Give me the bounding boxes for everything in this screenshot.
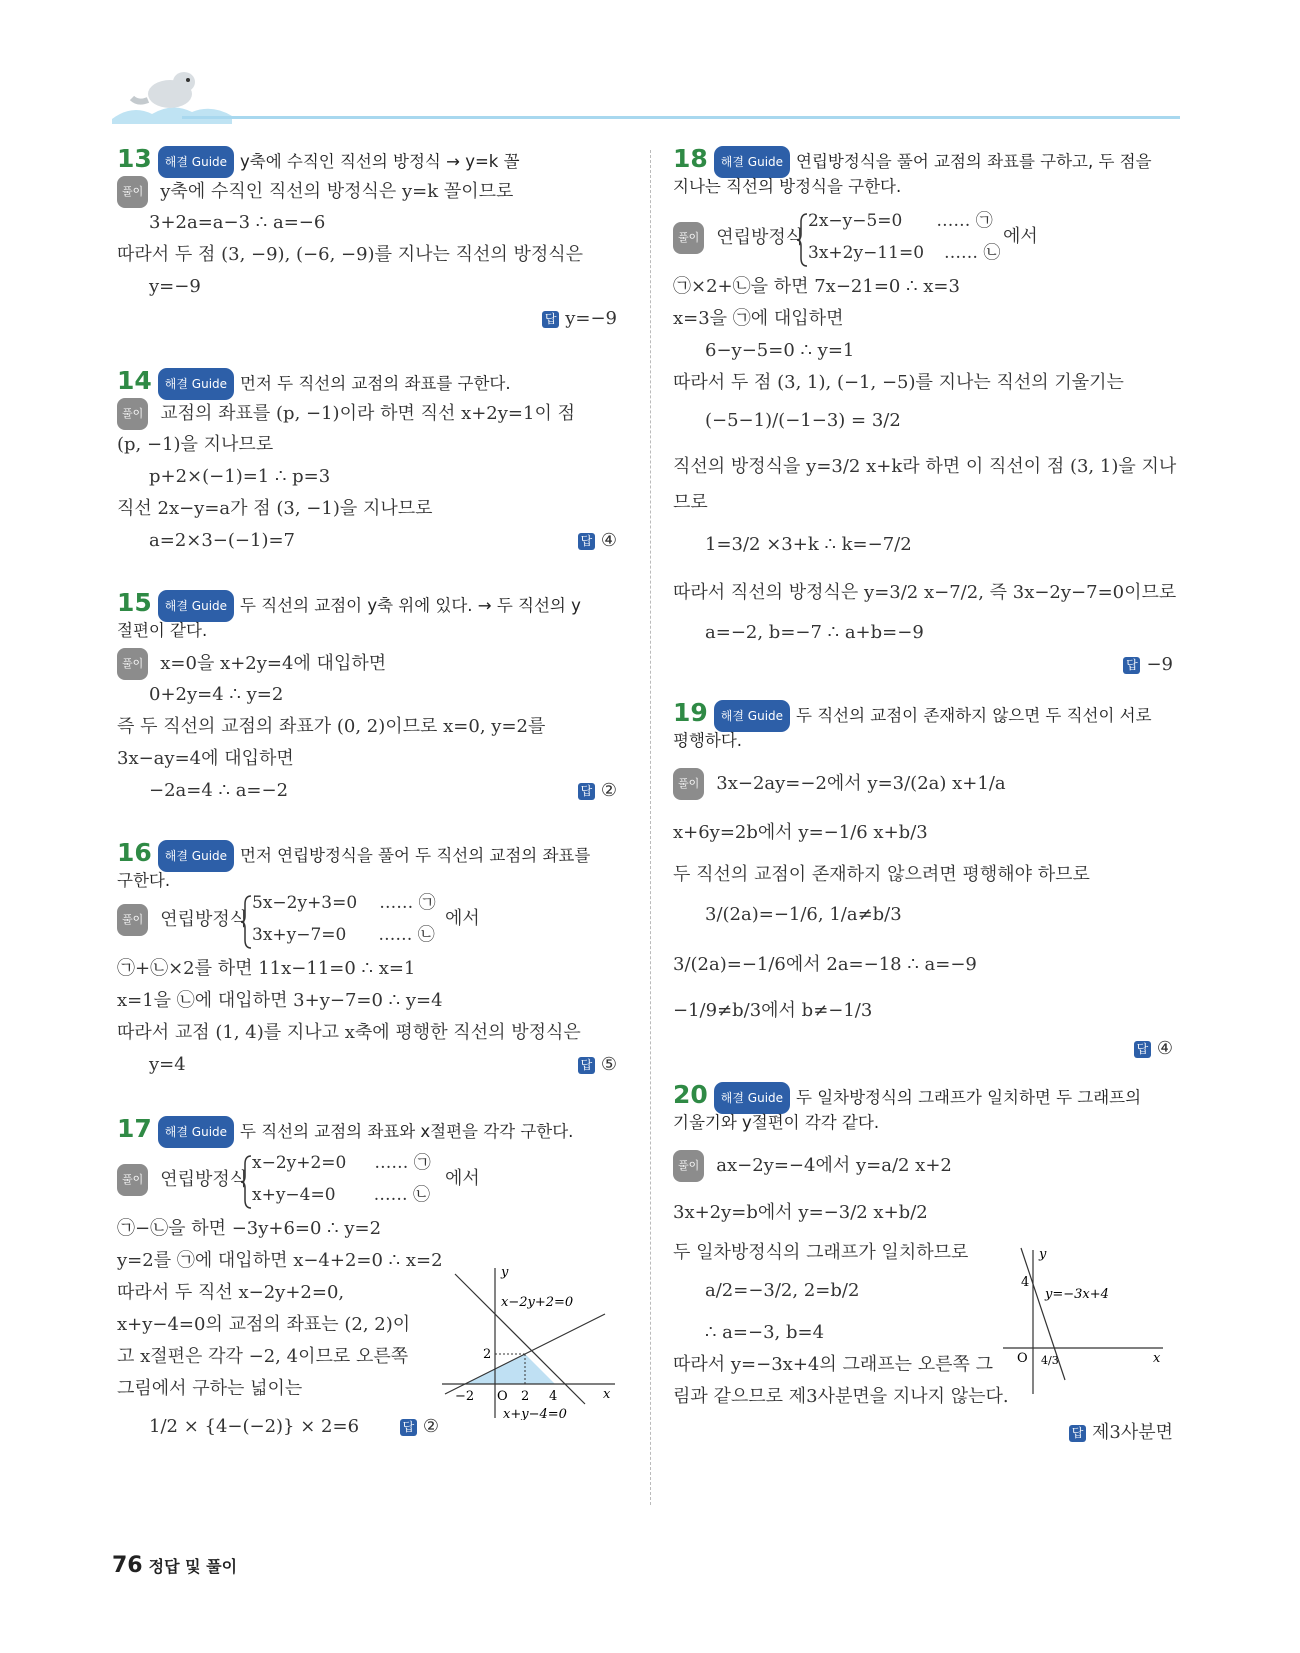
solution-line: 따라서 두 점 (3, 1), (−1, −5)를 지나는 직선의 기울기는 <box>673 372 1124 393</box>
answer-text: ④ <box>1156 1038 1173 1059</box>
solution-badge: 풀이 <box>117 648 148 680</box>
y-axis-label: y <box>501 1265 509 1280</box>
origin-label: O <box>1017 1351 1028 1366</box>
column-divider <box>650 150 651 1505</box>
system-block <box>117 1164 247 1194</box>
y-axis-label: y <box>1039 1247 1047 1262</box>
answer <box>578 526 617 556</box>
solution-line: (p, −1)을 지나므로 <box>117 434 274 455</box>
solution-line: ∴ a=−3, b=4 <box>705 1322 825 1343</box>
solution-line: 림과 같으므로 제3사분면을 지나지 않는다. <box>673 1386 1009 1407</box>
answer <box>578 776 617 806</box>
solution-line: x+y−4=0의 교점의 좌표는 (2, 2)이 <box>117 1314 411 1335</box>
solution-line: 3x+2y=b에서 y=−3/2 x+b/2 <box>673 1202 928 1223</box>
solution-line: 1/2 × {4−(−2)} × 2=6 <box>149 1416 360 1437</box>
equation-mark: …… ㉠ <box>374 1153 431 1173</box>
solution-badge: 풀이 <box>117 1164 148 1196</box>
brace-icon <box>797 212 809 268</box>
solution-text: 3x−2ay=−2에서 y=3/(2a) x+1/a <box>716 773 1006 794</box>
solution-line: y=4 <box>149 1054 186 1075</box>
system-eq2 <box>808 238 1000 268</box>
problem-20-header <box>673 1080 1141 1110</box>
equation-mark: …… ㉡ <box>378 925 435 945</box>
guide-text-cont: 지나는 직선의 방정식을 구한다. <box>673 177 902 196</box>
answer <box>1134 1034 1173 1064</box>
guide-text: 두 직선의 교점이 존재하지 않으면 두 직선이 서로 <box>796 706 1152 725</box>
solution-line: 3+2a=a−3 ∴ a=−6 <box>149 212 326 233</box>
guide-text-cont: 평행하다. <box>673 731 743 750</box>
guide-text: 두 직선의 교점이 y축 위에 있다. → 두 직선의 y <box>240 596 581 615</box>
solution-line: 따라서 교점 (1, 4)를 지나고 x축에 평행한 직선의 방정식은 <box>117 1022 581 1043</box>
solution-line: 0+2y=4 ∴ y=2 <box>149 684 284 705</box>
answer-badge: 답 <box>1123 657 1140 674</box>
solution-line: 므로 <box>673 492 708 513</box>
solution-line: x=3을 ㉠에 대입하면 <box>673 308 844 329</box>
solution-line: y=−9 <box>149 276 201 297</box>
solution-line: 1=3/2 ×3+k ∴ k=−7/2 <box>705 534 912 555</box>
solution-line: 따라서 두 점 (3, −9), (−6, −9)를 지나는 직선의 방정식은 <box>117 244 584 265</box>
guide-badge: 해결 Guide <box>714 1082 790 1114</box>
tick-label: 4/3 <box>1041 1354 1059 1367</box>
footer-title: 정답 및 풀이 <box>148 1557 238 1576</box>
answer-badge: 답 <box>578 783 595 800</box>
solution-line: ㉠+㉡×2를 하면 11x−11=0 ∴ x=1 <box>117 958 416 979</box>
solution-line: 따라서 직선의 방정식은 y=3/2 x−7/2, 즉 3x−2y−7=0이므로 <box>673 582 1177 603</box>
solution-line: p+2×(−1)=1 ∴ p=3 <box>149 466 331 487</box>
problem-number: 19 <box>673 698 708 727</box>
solution-line: ㉠−㉡을 하면 −3y+6=0 ∴ y=2 <box>117 1218 382 1239</box>
solution-line: 직선의 방정식을 y=3/2 x+k라 하면 이 직선이 점 (3, 1)을 지나 <box>673 456 1177 477</box>
system-eq1 <box>252 888 436 918</box>
solution-line: 두 일차방정식의 그래프가 일치하므로 <box>673 1242 969 1263</box>
solution-line: 즉 두 직선의 교점의 좌표가 (0, 2)이므로 x=0, y=2를 <box>117 716 546 737</box>
page-footer <box>112 1553 237 1578</box>
problem-number: 14 <box>117 366 152 395</box>
system-eq2 <box>252 920 435 950</box>
solution-line: x+6y=2b에서 y=−1/6 x+b/3 <box>673 822 928 843</box>
system-label: 연립방정식 <box>716 227 804 248</box>
answer <box>1069 1418 1173 1448</box>
problem-15-header <box>117 588 581 618</box>
equation: x−2y+2=0 <box>252 1153 347 1173</box>
answer-text: ④ <box>600 530 617 551</box>
guide-text: 연립방정식을 풀어 교점의 좌표를 구하고, 두 점을 <box>796 152 1152 171</box>
solution-line: 3/(2a)=−1/6에서 2a=−18 ∴ a=−9 <box>673 954 977 975</box>
equation: 5x−2y+3=0 <box>252 893 358 913</box>
answer <box>400 1412 439 1442</box>
shaded-triangle <box>465 1354 555 1384</box>
guide-text-cont: 기울기와 y절편이 각각 같다. <box>673 1113 880 1132</box>
system-suffix: 에서 <box>445 1168 480 1189</box>
problem-13-header <box>117 144 520 174</box>
solution-line: −1/9≠b/3에서 b≠−1/3 <box>673 1000 873 1021</box>
solution-line: a=2×3−(−1)=7 <box>149 530 295 551</box>
solution-badge: 풀이 <box>673 768 704 800</box>
equation-mark: …… ㉡ <box>944 243 1001 263</box>
guide-text: y축에 수직인 직선의 방정식 → y=k 꼴 <box>240 152 520 171</box>
solution-line: x=1을 ㉡에 대입하면 3+y−7=0 ∴ y=4 <box>117 990 443 1011</box>
answer-badge: 답 <box>578 533 595 550</box>
line-label: y=−3x+4 <box>1045 1287 1109 1302</box>
answer <box>542 304 617 334</box>
solution-text: ax−2y=−4에서 y=a/2 x+2 <box>716 1155 952 1176</box>
problem-14-header <box>117 366 511 396</box>
equation: 2x−y−5=0 <box>808 211 903 231</box>
equation: 3x+2y−11=0 <box>808 243 925 263</box>
page-number: 76 <box>112 1553 143 1578</box>
tick-label: 4 <box>1021 1275 1030 1290</box>
tick-label: −2 <box>455 1389 475 1404</box>
solution-text: x=0을 x+2y=4에 대입하면 <box>160 653 387 674</box>
solution-line: 고 x절편은 각각 −2, 4이므로 오른쪽 <box>117 1346 409 1367</box>
system-label: 연립방정식 <box>160 1169 248 1190</box>
guide-badge: 해결 Guide <box>158 840 234 872</box>
solution-line: a=−2, b=−7 ∴ a+b=−9 <box>705 622 924 643</box>
guide-text: 먼저 두 직선의 교점의 좌표를 구한다. <box>240 374 511 393</box>
solution-line: a/2=−3/2, 2=b/2 <box>705 1280 860 1301</box>
origin-label: O <box>497 1389 508 1404</box>
page-header <box>112 64 1180 124</box>
system-label: 연립방정식 <box>160 909 248 930</box>
answer-text: ② <box>600 780 617 801</box>
solution-line: 3x−ay=4에 대입하면 <box>117 748 294 769</box>
tick-label: 4 <box>549 1389 558 1404</box>
guide-badge: 해결 Guide <box>158 1116 234 1148</box>
solution-line <box>117 176 513 206</box>
solution-text: 교점의 좌표를 (p, −1)이라 하면 직선 x+2y=1이 점 <box>160 403 575 424</box>
solution-line: −2a=4 ∴ a=−2 <box>149 780 289 801</box>
guide-badge: 해결 Guide <box>714 700 790 732</box>
guide-text-cont: 구한다. <box>117 871 171 890</box>
x-axis-label: x <box>1153 1351 1161 1366</box>
system-block <box>117 904 247 934</box>
system-eq2 <box>252 1180 430 1210</box>
equation: 3x+y−7=0 <box>252 925 347 945</box>
answer-badge: 답 <box>1069 1425 1086 1442</box>
problem-number: 16 <box>117 838 152 867</box>
graph-20 <box>1003 1246 1173 1396</box>
problem-19-header <box>673 698 1152 728</box>
solution-line: ㉠×2+㉡을 하면 7x−21=0 ∴ x=3 <box>673 276 960 297</box>
problem-number: 13 <box>117 144 152 173</box>
solution-text: y축에 수직인 직선의 방정식은 y=k 꼴이므로 <box>160 181 514 202</box>
solution-line <box>673 768 1006 798</box>
equation-mark: …… ㉠ <box>379 893 436 913</box>
solution-badge: 풀이 <box>117 398 148 430</box>
answer-badge: 답 <box>400 1419 417 1436</box>
line-2-label: x+y−4=0 <box>503 1407 567 1420</box>
answer-text: ② <box>422 1416 439 1437</box>
problem-number: 17 <box>117 1114 152 1143</box>
system-block <box>673 222 803 252</box>
guide-badge: 해결 Guide <box>158 590 234 622</box>
solution-line <box>117 648 386 678</box>
solution-badge: 풀이 <box>673 1150 704 1182</box>
line-1-label: x−2y+2=0 <box>501 1295 574 1310</box>
solution-badge: 풀이 <box>673 222 704 254</box>
answer-text: y=−9 <box>565 308 617 329</box>
equation: x+y−4=0 <box>252 1185 336 1205</box>
equation-mark: …… ㉡ <box>373 1185 430 1205</box>
answer-text: −9 <box>1146 654 1173 675</box>
solution-badge: 풀이 <box>117 176 148 208</box>
guide-text: 두 일차방정식의 그래프가 일치하면 두 그래프의 <box>796 1088 1142 1107</box>
solution-line: 6−y−5=0 ∴ y=1 <box>705 340 855 361</box>
solution-line: 따라서 두 직선 x−2y+2=0, <box>117 1282 345 1303</box>
guide-badge: 해결 Guide <box>714 146 790 178</box>
solution-line: 그림에서 구하는 넓이는 <box>117 1378 303 1399</box>
system-suffix: 에서 <box>1003 226 1038 247</box>
answer-badge: 답 <box>578 1057 595 1074</box>
header-rule <box>182 116 1180 119</box>
problem-16-header <box>117 838 590 868</box>
solution-line <box>673 1150 952 1180</box>
problem-number: 15 <box>117 588 152 617</box>
problem-number: 20 <box>673 1080 708 1109</box>
equation-mark: …… ㉠ <box>936 211 993 231</box>
answer <box>1123 650 1173 680</box>
problem-18-header <box>673 144 1152 174</box>
solution-line: y=2를 ㉠에 대입하면 x−4+2=0 ∴ x=2 <box>117 1250 443 1271</box>
solution-line <box>117 398 575 428</box>
guide-text: 먼저 연립방정식을 풀어 두 직선의 교점의 좌표를 <box>240 846 591 865</box>
solution-line: 따라서 y=−3x+4의 그래프는 오른쪽 그 <box>673 1354 994 1375</box>
x-axis-label: x <box>603 1387 611 1402</box>
system-suffix: 에서 <box>445 908 480 929</box>
problem-17-header <box>117 1114 573 1144</box>
solution-line: 3/(2a)=−1/6, 1/a≠b/3 <box>705 904 902 925</box>
answer-badge: 답 <box>1134 1041 1151 1058</box>
solution-line: 두 직선의 교점이 존재하지 않으려면 평행해야 하므로 <box>673 864 1090 885</box>
solution-line: (−5−1)/(−1−3) = 3/2 <box>705 410 901 431</box>
answer <box>578 1050 617 1080</box>
guide-badge: 해결 Guide <box>158 368 234 400</box>
solution-badge: 풀이 <box>117 904 148 936</box>
guide-text: 두 직선의 교점의 좌표와 x절편을 각각 구한다. <box>240 1122 574 1141</box>
tick-label: 2 <box>483 1347 492 1362</box>
system-eq1 <box>252 1148 431 1178</box>
answer-text: 제3사분면 <box>1091 1422 1173 1443</box>
answer-text: ⑤ <box>600 1054 617 1075</box>
graph-17 <box>437 1260 617 1420</box>
brace-icon <box>241 1154 253 1210</box>
problem-number: 18 <box>673 144 708 173</box>
seal-mascot-icon <box>112 64 232 124</box>
guide-text-cont: 절편이 같다. <box>117 621 208 640</box>
system-eq1 <box>808 206 993 236</box>
guide-badge: 해결 Guide <box>158 146 234 178</box>
tick-label: 2 <box>521 1389 530 1404</box>
solution-line: 직선 2x−y=a가 점 (3, −1)을 지나므로 <box>117 498 433 519</box>
answer-badge: 답 <box>542 311 559 328</box>
brace-icon <box>241 894 253 950</box>
